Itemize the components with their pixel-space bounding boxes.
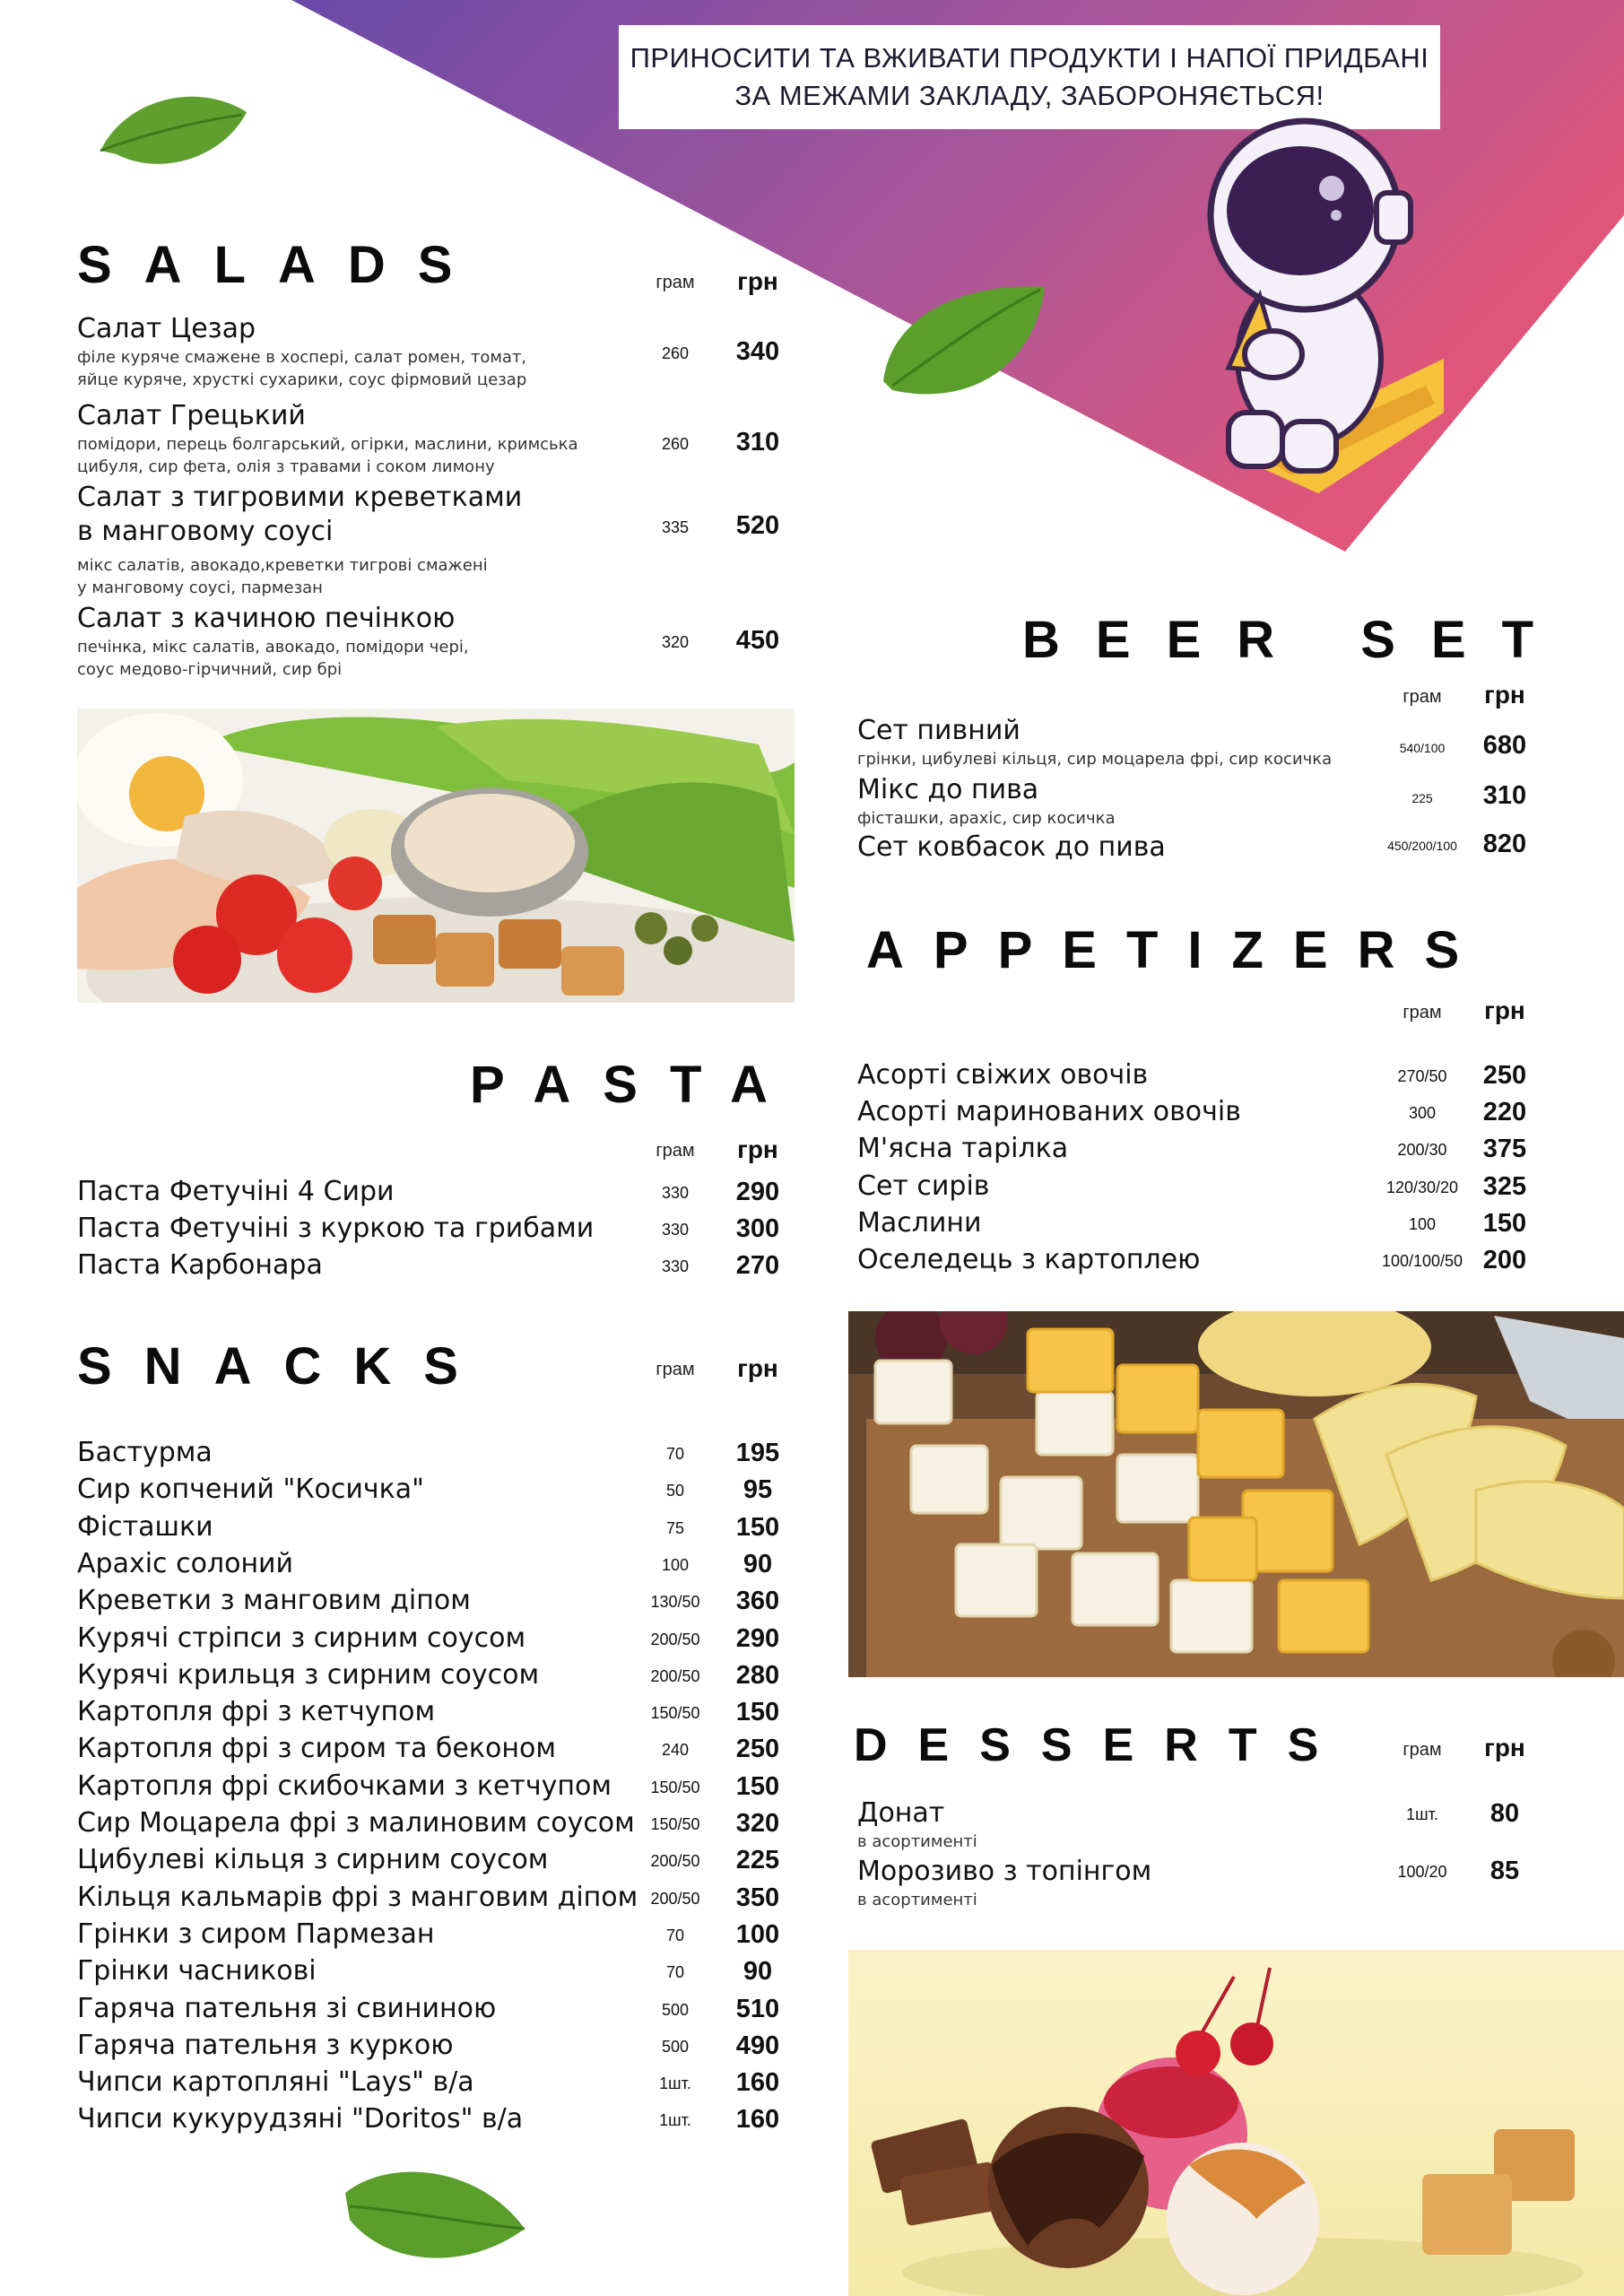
- menu-item: [857, 1095, 1241, 1129]
- menu-item: [857, 1243, 1200, 1277]
- item-weight: 70: [665, 1963, 685, 1982]
- item-price: 680: [1482, 731, 1527, 760]
- item-name: Сет пивний: [857, 715, 1020, 746]
- menu-item: [857, 831, 1166, 865]
- menu-item: [77, 312, 526, 391]
- item-weight: 100: [1408, 1214, 1437, 1233]
- item-price: 490: [735, 2031, 780, 2060]
- item-price: 90: [743, 1549, 773, 1578]
- item-name: Картопля фрі з сиром та беконом: [77, 1733, 556, 1765]
- item-description: в асортименті: [857, 1832, 977, 1851]
- item-description: цибуля, сир фета, олія з травами і соком лимону: [77, 457, 495, 476]
- item-weight: 500: [661, 2000, 690, 2019]
- item-weight: 225: [1411, 791, 1433, 805]
- item-weight: 150/50: [650, 1815, 700, 1833]
- item-name: Грінки часникові: [77, 1955, 317, 1987]
- item-name: Чипси картопляні "Lays" в/а: [77, 2066, 474, 2099]
- item-description: в асортименті: [857, 1891, 977, 1909]
- item-price: 100: [735, 1919, 780, 1949]
- item-price: 85: [1489, 1857, 1520, 1885]
- item-name: Паста Фетучіні з куркою та грибами: [77, 1213, 595, 1244]
- item-weight: 335: [661, 518, 690, 536]
- menu-item: [77, 1806, 635, 1840]
- menu-item: [77, 1770, 612, 1804]
- item-weight: 130/50: [650, 1593, 700, 1612]
- item-price: 150: [735, 1512, 780, 1542]
- menu-item: [77, 2029, 454, 2063]
- item-price: 290: [735, 1623, 780, 1653]
- snacks-title: SNACKS: [77, 1337, 491, 1396]
- item-price: 820: [1482, 830, 1527, 858]
- notice-line-2: ЗА МЕЖАМИ ЗАКЛАДУ, ЗАБОРОНЯЄТЬСЯ!: [734, 80, 1324, 111]
- weight-header: грам: [656, 1141, 695, 1161]
- menu-item: [857, 1058, 1148, 1092]
- salad-photo: [77, 709, 795, 1003]
- item-price: 320: [735, 1809, 780, 1838]
- item-weight: 70: [665, 1445, 685, 1463]
- menu-item: [77, 399, 578, 478]
- item-weight: 100: [661, 1555, 690, 1574]
- item-description: філе куряче смажене в хоспері, салат ромен, томат,: [77, 348, 527, 367]
- desserts-title: DESSERTS: [854, 1719, 1350, 1771]
- menu-item: [857, 1796, 977, 1853]
- basil-leaf-icon: [90, 81, 260, 179]
- item-weight: 330: [661, 1221, 690, 1239]
- menu-item: [77, 1510, 213, 1544]
- item-weight: 1шт.: [659, 2111, 691, 2130]
- item-price: 250: [735, 1735, 780, 1764]
- item-description: печінка, мікс салатів, авокадо, помідори чері,: [77, 638, 469, 657]
- item-weight: 100/20: [1397, 1863, 1447, 1881]
- item-weight: 50: [665, 1482, 685, 1500]
- item-name: Сир Моцарела фрі з малиновим соусом: [77, 1807, 635, 1839]
- menu-item: [77, 1547, 293, 1581]
- item-weight: 300: [1408, 1104, 1437, 1123]
- item-price: 150: [735, 1698, 780, 1727]
- menu-item: [77, 1175, 395, 1209]
- item-name: Морозиво з топінгом: [857, 1856, 1152, 1887]
- item-weight: 330: [661, 1184, 690, 1202]
- item-name: Салат Грецький: [77, 400, 306, 431]
- weight-header: грам: [1403, 1003, 1442, 1022]
- price-header: грн: [1484, 681, 1525, 709]
- item-price: 270: [735, 1251, 780, 1280]
- menu-item: [857, 1132, 1068, 1166]
- item-name: Гаряча пательня з куркою: [77, 2029, 454, 2061]
- item-name: М'ясна тарілка: [857, 1133, 1069, 1165]
- item-name: Салат Цезар: [77, 313, 256, 344]
- item-description: помідори, перець болгарський, огірки, маслини, кримська: [77, 435, 578, 454]
- menu-item: [77, 1732, 556, 1766]
- menu-item: [77, 602, 469, 681]
- menu-item: [77, 1695, 435, 1729]
- item-price: 150: [735, 1771, 780, 1801]
- item-weight: 200/50: [650, 1889, 700, 1908]
- item-price: 510: [735, 1994, 780, 2023]
- ice-cream-photo: [848, 1950, 1624, 2296]
- menu-item: [77, 2066, 474, 2100]
- item-price: 220: [1482, 1098, 1527, 1127]
- beer-set-title: BEER SET: [1022, 611, 1570, 669]
- menu-item: [857, 1206, 982, 1240]
- item-weight: 75: [665, 1518, 685, 1537]
- item-price: 520: [735, 511, 780, 540]
- notice-banner: [619, 25, 1440, 129]
- menu-item: [77, 2102, 523, 2136]
- item-name: Креветки з манговим діпом: [77, 1585, 471, 1617]
- item-description: фісташки, арахіс, сир косичка: [857, 809, 1116, 828]
- item-price: 90: [743, 1957, 773, 1987]
- item-price: 200: [1482, 1246, 1527, 1274]
- price-header: грн: [1484, 1734, 1525, 1761]
- item-name: Фісташки: [77, 1510, 213, 1543]
- weight-header: грам: [1403, 1740, 1442, 1760]
- item-name: Оселедець з картоплею: [857, 1244, 1201, 1275]
- menu-item: [77, 1954, 317, 1988]
- item-price: 310: [1482, 781, 1527, 810]
- item-name: Бастурма: [77, 1437, 213, 1468]
- item-name: Сет сирів: [857, 1170, 990, 1202]
- menu-item: [77, 1584, 471, 1618]
- menu-item: [857, 1855, 1151, 1911]
- menu-item: [857, 773, 1116, 830]
- basil-leaf-icon: [874, 274, 1054, 408]
- item-name: Цибулеві кільця з сирним соусом: [77, 1844, 549, 1876]
- item-name: Салат з качиною печінкою: [77, 603, 456, 634]
- item-weight: 200/30: [1397, 1141, 1447, 1160]
- item-price: 290: [735, 1178, 780, 1206]
- item-name: Маслини: [857, 1206, 982, 1239]
- item-price: 350: [735, 1883, 780, 1912]
- item-weight: 320: [661, 633, 690, 651]
- item-weight: 500: [661, 2037, 690, 2056]
- item-price: 80: [1489, 1799, 1520, 1828]
- item-weight: 120/30/20: [1385, 1178, 1459, 1196]
- item-name: Асорті свіжих овочів: [857, 1059, 1149, 1091]
- astronaut-illustration: [1175, 117, 1444, 493]
- item-name: Донат: [857, 1797, 945, 1829]
- item-weight: 1шт.: [659, 2074, 691, 2093]
- item-name: Чипси кукурудзяні "Doritos" в/а: [77, 2103, 524, 2135]
- item-weight: 150/50: [650, 1704, 700, 1723]
- salads-title: SALADS: [77, 236, 485, 294]
- item-price: 325: [1482, 1171, 1527, 1201]
- item-weight: 260: [661, 344, 690, 362]
- item-name: Кільця кальмарів фрі з манговим діпом: [77, 1881, 638, 1913]
- item-weight: 270/50: [1397, 1067, 1447, 1085]
- item-description: яйце куряче, хрусткі сухарики, соус фірмовий цезар: [77, 370, 527, 389]
- item-price: 95: [743, 1475, 773, 1505]
- item-price: 150: [1482, 1208, 1527, 1238]
- menu-item: [77, 1843, 548, 1877]
- item-price: 280: [735, 1660, 780, 1690]
- item-name: Курячі крильця з сирним соусом: [77, 1658, 540, 1691]
- item-description: соус медово-гірчичний, сир брі: [77, 660, 343, 679]
- menu-item: [77, 1248, 323, 1283]
- item-name: Арахіс солоний: [77, 1547, 294, 1579]
- menu-item: [77, 481, 522, 599]
- item-weight: 150/50: [650, 1778, 700, 1796]
- menu-item: [857, 1170, 989, 1204]
- menu-item: [77, 1212, 594, 1246]
- notice-line-1: ПРИНОСИТИ ТА ВЖИВАТИ ПРОДУКТИ І НАПОЇ ПРИДБАНІ: [630, 42, 1429, 74]
- menu-item: [77, 1473, 424, 1507]
- item-weight: 200/50: [650, 1852, 700, 1871]
- item-name: Грінки з сиром Пармезан: [77, 1918, 435, 1950]
- item-description: мікс салатів, авокадо,креветки тигрові смажені: [77, 556, 488, 575]
- price-header: грн: [737, 267, 778, 295]
- item-name: Сет ковбасок до пива: [857, 831, 1166, 863]
- menu-item: [857, 714, 1332, 770]
- item-name: Курячі стріпси з сирним соусом: [77, 1622, 526, 1654]
- item-price: 300: [735, 1214, 780, 1243]
- item-description: грінки, цибулеві кільця, сир моцарела фрі, сир косичка: [857, 750, 1333, 769]
- item-price: 195: [735, 1439, 780, 1467]
- item-weight: 1шт.: [1406, 1805, 1438, 1823]
- item-weight: 240: [661, 1741, 690, 1760]
- pasta-title: PASTA: [470, 1056, 800, 1114]
- item-price: 375: [1482, 1135, 1527, 1164]
- item-name: Картопля фрі скибочками з кетчупом: [77, 1770, 612, 1802]
- item-weight: 100/100/50: [1381, 1252, 1463, 1270]
- menu-item: [77, 1658, 539, 1692]
- weight-header: грам: [656, 273, 695, 292]
- item-name: Салат з тигровими креветками: [77, 482, 523, 513]
- item-weight: 200/50: [650, 1630, 700, 1648]
- weight-header: грам: [1403, 687, 1442, 707]
- item-name: Сир копчений "Косичка": [77, 1474, 424, 1506]
- item-name: Мікс до пива: [857, 774, 1039, 805]
- cheese-platter-photo: [848, 1311, 1624, 1677]
- item-description: у манговому соусі, пармезан: [77, 578, 323, 597]
- menu-item: [77, 1622, 525, 1656]
- item-price: 450: [735, 626, 780, 655]
- basil-leaf-icon: [336, 2157, 534, 2269]
- item-name: Картопля фрі з кетчупом: [77, 1696, 436, 1728]
- item-name-line-2: в манговому соусі: [77, 516, 334, 547]
- price-header: грн: [737, 1135, 778, 1163]
- weight-header: грам: [656, 1360, 695, 1379]
- item-weight: 70: [665, 1926, 685, 1944]
- menu-item: [77, 1918, 435, 1952]
- item-price: 310: [735, 428, 780, 457]
- menu-item: [77, 1881, 638, 1915]
- menu-item: [77, 1992, 496, 2026]
- item-price: 360: [735, 1587, 780, 1616]
- item-price: 160: [735, 2105, 780, 2135]
- item-weight: 200/50: [650, 1666, 700, 1685]
- item-price: 225: [735, 1846, 780, 1875]
- item-price: 160: [735, 2068, 780, 2098]
- item-price: 340: [735, 337, 780, 366]
- item-name: Асорті маринованих овочів: [857, 1096, 1241, 1128]
- item-name: Паста Фетучіні 4 Сири: [77, 1176, 395, 1207]
- menu-item: [77, 1436, 213, 1470]
- item-weight: 330: [661, 1257, 690, 1275]
- price-header: грн: [737, 1354, 778, 1382]
- appetizers-title: APPETIZERS: [866, 921, 1489, 979]
- price-header: грн: [1484, 996, 1525, 1024]
- item-name: Паста Карбонара: [77, 1249, 323, 1281]
- item-weight: 450/200/100: [1387, 839, 1457, 853]
- item-weight: 260: [661, 435, 690, 453]
- item-price: 250: [1482, 1061, 1527, 1090]
- item-weight: 540/100: [1399, 741, 1446, 755]
- item-name: Гаряча пательня зі свининою: [77, 1992, 497, 2024]
